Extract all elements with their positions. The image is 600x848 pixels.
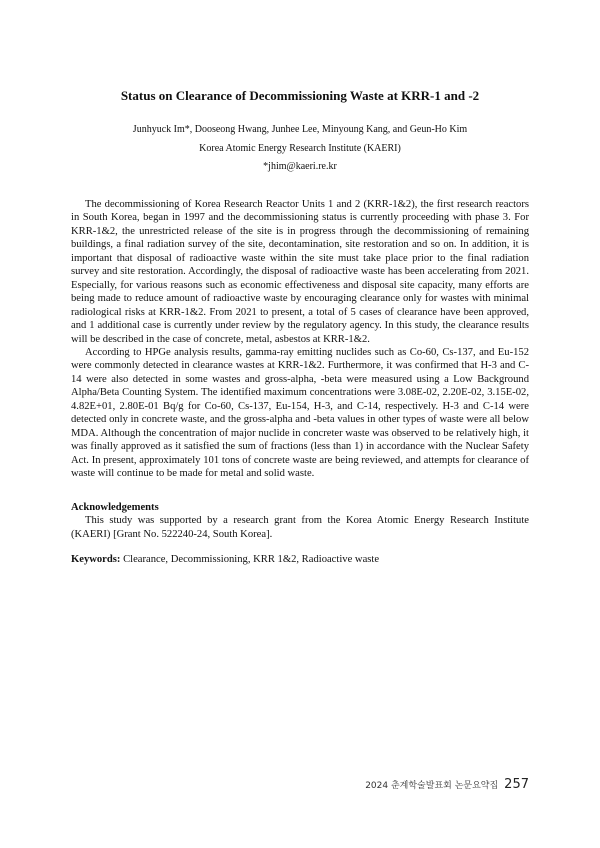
page-number: 257	[504, 777, 529, 792]
author-list: Junhyuck Im*, Dooseong Hwang, Junhee Lee, Minyoung Kang, and Geun-Ho Kim	[132, 124, 468, 135]
acknowledgements-heading: Acknowledgements	[71, 502, 159, 513]
page-footer	[365, 777, 529, 792]
paper-title: Status on Clearance of Decommissioning Waste at KRR-1 and -2	[120, 88, 480, 103]
abstract-body	[71, 198, 529, 481]
abstract-paragraph-2: According to HPGe analysis results, gamma-ray emitting nuclides such as Co-60, Cs-137, and Eu-152 were commonly detected in clearance wastes at KRR-1&2. Furthermore, it was confirmed that H-3 and C-14 were also detected in some wastes and gross-alpha, -beta were measured using a Low Background Alpha/Beta Counting System. The identified maximum concentrations were 3.08E-02, 2.20E-02, 3.15E-02, 4.82E+01, 2.80E-01 Bq/g for Co-60, Cs-137, Eu-154, H-3, and C-14, respectively. H-3 and C-14 were detected only in concrete waste, and the gross-alpha and -beta values in other types of waste were all below MDA. Although the concentration of major nuclide in concreter waste was observed to be relatively high, it was finally approved as it satisfied the sum of fractions (less than 1) in accordance with the Nuclear Safety Act. In present, approximately 101 tons of concrete waste are being reviewed, and attempts for clearance of waste will continue to be made for metal and solid waste.	[71, 346, 529, 480]
contact-email: *jhim@kaeri.re.kr	[263, 161, 337, 172]
keywords-label: Keywords:	[71, 554, 121, 565]
acknowledgements-text: This study was supported by a research grant from the Korea Atomic Energy Research Institute (KAERI) [Grant No. 522240-24, South Korea].	[71, 515, 529, 540]
abstract-paragraph-1: The decommissioning of Korea Research Reactor Units 1 and 2 (KRR-1&2), the first research reactors in South Korea, began in 1997 and the decommissioning status is currently proceeding with phase 3. For KRR-1&2, the unrestricted release of the site is in progress through the decommissioning of remaining buildings, a final radiation survey of the site, decontamination, site restoration and so on. In addition, it is important that disposal of radioactive waste within the site must take place prior to the final radiation survey and site restoration. Accordingly, the disposal of radioactive waste has been accelerating from 2021. Especially, for various reasons such as economic effectiveness and disposal site capacity, many efforts are being made to reduce amount of radioactive waste by encouraging clearance only for wastes with minimal radiological risks at KRR-1&2. From 2021 to present, a total of 5 cases of clearance have been approved, and 1 additional case is currently under review by the regulatory agency. In this study, the clearance results will be described in the case of concrete, metal, asbestos at KRR-1&2.	[71, 199, 529, 345]
keywords-text: Clearance, Decommissioning, KRR 1&2, Radioactive waste	[120, 554, 380, 565]
keywords-line	[71, 554, 529, 565]
proceedings-name: 2024 춘계학술발표회 논문요약집	[365, 781, 499, 791]
acknowledgements-section	[71, 501, 529, 541]
affiliation: Korea Atomic Energy Research Institute (KAERI)	[199, 143, 401, 154]
